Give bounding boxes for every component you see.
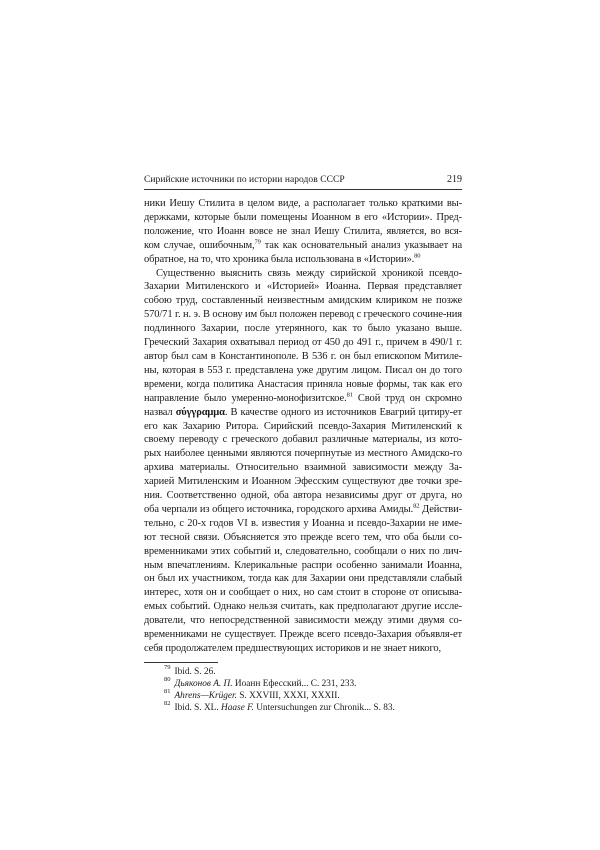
page-number: 219 — [447, 174, 462, 185]
footnote-text: S. XXVIII, XXXI, XXXII. — [236, 690, 340, 701]
footnote-80 — [144, 675, 462, 691]
paragraph-2-text-c: . В качестве одного из источников Евагрий цитиру-ет его как Захарию Ритора. Сирийский псевдо-Захария Митиленский к своему переводу с греческого добавил различные материалы, из кото-рых наиболее ценными являются почерпнутые из местного Амидско-го архива материалы. Относительно взаимной зависимости между За-харией Митиленским и Иоанном Эфесским существуют две точки зре-ния. Соответственно одной, оба автора независимы друг от друга, но оба черпали из общего источника, городского архива Амиды. — [144, 406, 462, 515]
running-header — [144, 174, 462, 190]
footnote-81 — [144, 687, 462, 703]
paragraph-2-text-a: Существенно выяснить связь между сирийской хроникой псевдо-Захарии Митиленского и «Историей» Иоанна. Первая представляет собою труд, составленный неизвестным амидским клириком не позже 570/71 г. н. э. В основу им был положен перевод с греческого сочине-ния подлинного Захарии, после утерянного, как то было указано выше. Греческий Захария охватывал период от 450 до 491 г., причем в 490/1 г. автор был сам в Константинополе. В 536 г. он был епископом Митиле-ны, которая в 553 г. представлена уже другим лицом. Писал он до того времени, когда политика Анастасия приняла новые формы, так как его направление было умеренно-монофизитское. — [144, 267, 462, 404]
footnote-number: 80 — [164, 675, 171, 683]
paragraph-1 — [144, 197, 462, 267]
paragraph-2-text-b: Свой труд он скромно назвал — [144, 392, 462, 418]
paragraph-1-text-b: так как основательный анализ указывает на обратное, на то, что хроника была использована в «Истории». — [144, 239, 462, 265]
footnote-text: Ibid. S. 26. — [174, 666, 216, 677]
footnote-82 — [144, 699, 462, 715]
footnote-text: Иоанн Ефесский... С. 231, 233. — [232, 678, 357, 689]
paragraph-1-text-a: ники Иешу Стилита в целом виде, а располагает только краткими вы-держками, которые были помещены Иоанном в его «Истории». Пред-положение, что Иоанн вовсе не знал Иешу Стилита, является, во вся-ком случае, ошибочным, — [144, 198, 462, 251]
footnote-author: Haase F. — [221, 702, 254, 713]
footnotes — [144, 663, 462, 715]
footnote-author: Ahrens—Krüger. — [174, 690, 237, 701]
footnote-text: Untersuchungen zur Chronik... S. 83. — [253, 702, 395, 713]
footnote-prefix: Ibid. S. XL. — [174, 702, 221, 713]
main-text — [144, 197, 462, 656]
footnote-author: Дьяконов А. П. — [174, 678, 233, 689]
footnote-ref-81: 81 — [346, 391, 353, 399]
footnote-number: 81 — [164, 687, 171, 695]
page — [144, 174, 462, 715]
footnote-ref-82: 82 — [413, 502, 420, 510]
footnote-number: 79 — [164, 663, 171, 671]
footnote-79 — [144, 663, 462, 679]
paragraph-2-text-d: Действи-тельно, с 20-х годов VI в. известия у Иоанна и псевдо-Захарии не име-ют тесной связи. Объясняется это прежде всего тем, что оба были со-временниками этих событий и, следовательно, сообщали о них по лич-ным впечатлениям. Клерикальные распри особенно занимали Иоанна, он был их участником, тогда как для Захарии они представляли слабый интерес, хотя он и сообщает о них, но сам стоит в стороне от описыва-емых событий. Однако нельзя считать, как предполагают другие иссле-дователи, что непосредственной зависимости между этими двумя со-временниками не существует. Прежде всего псевдо-Захария объявля-ет себя продолжателем предшествующих историков и не знает никого, — [144, 503, 462, 654]
footnote-ref-79: 79 — [254, 238, 261, 246]
running-title: Сирийские источники по истории народов СССР — [144, 175, 345, 185]
footnote-divider — [144, 662, 218, 663]
footnote-ref-80: 80 — [414, 252, 421, 260]
paragraph-2 — [144, 267, 462, 656]
greek-term: σύγγραμμα — [175, 406, 225, 418]
footnote-number: 82 — [164, 699, 171, 707]
